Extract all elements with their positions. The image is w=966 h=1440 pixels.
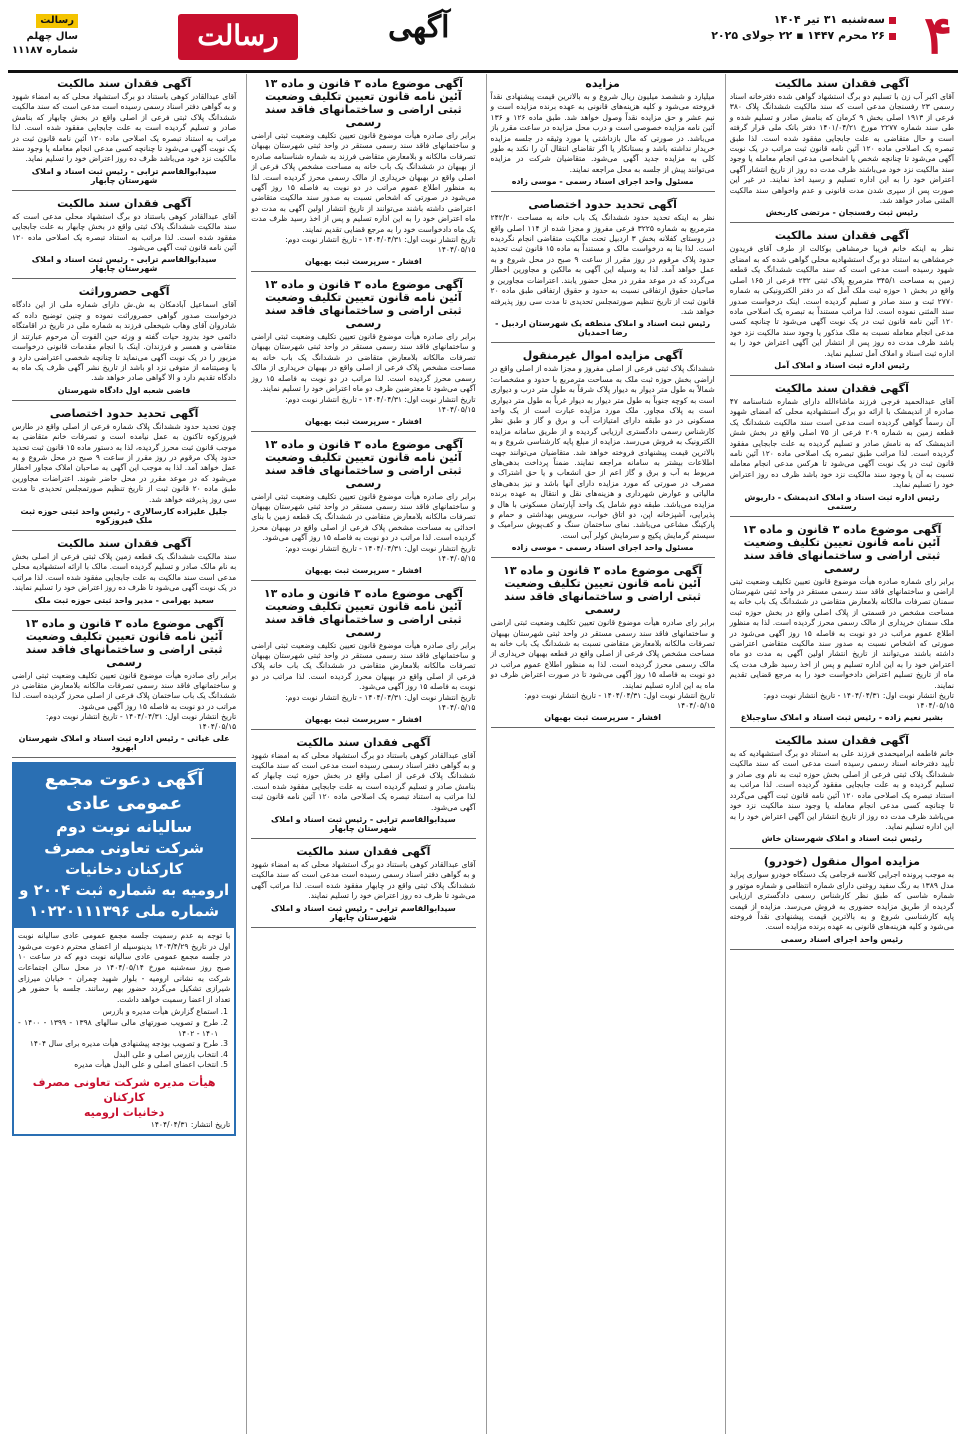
legal-notice [251,842,475,928]
legal-notice [12,614,236,759]
issue-stamp: رسالت [36,14,78,28]
legal-notice [12,282,236,400]
column-1 [725,74,958,1434]
column-4-notices [12,74,236,758]
notice-signature: رئیس واحد اجرای اسناد رسمی [780,934,903,944]
invitation-signature-line-2: دخانیات ارومیه [84,1105,165,1119]
notice-signature: افشار - سرپرست ثبت بهبهان [304,416,422,426]
notice-title: آگهی فقدان سند مالکیت [296,735,431,749]
notice-title: آگهی فقدان سند مالکیت [296,845,431,858]
issue-number: شماره ۱۱۱۸۷ [12,45,78,56]
masthead [8,6,958,73]
notice-title: آگهی فقدان سند مالکیت [774,229,909,243]
notice-body: آقای عبدالقادر کوهی باستناد دو برگ استشهاد محلی که به امضاء شهود و به گواهی دفتر اسناد رسمی رسیده است مدعی است که سند مالکیت ششدانگ پلاک فرعی از اصلی واقع در بخش حوزه ثبت چابهار که بنامش صادر و تسلیم گردیده است به علت جابجایی مفقود شده است. لذا مراتب به استناد تبصره یک اصلاحی ماده ۱۲۰ آئین نامه قانون ثبت آگهی می‌شود. [251,750,476,812]
legal-notice [491,346,715,558]
invitation-header [14,764,234,928]
invitation-date: تاریخ انتشار: ۱۴۰۴/۰۴/۳۱ [150,1119,231,1129]
section-title: آگهی [388,10,450,45]
notice-body: نظر به اینکه خانم فریبا خرمشاهی بوکالت از طرف آقای فریدون خرمشاهی به استناد دو برگ استشهادیه محلی گواهی شده که به امضای شهود رسیده است مدعی است که سند مالکیت ششدانگ یک قطعه زمین به مساحت ۳۴۵/۱ مترمربع پلاک ثبتی ۲۳۲ فرعی از ۱۶۵ اصلی واقع در بخش ۱ حوزه ثبت ملک آمل که در دفتر الکترونیکی به شماره ۲۷۷۰ ثبت و سند صادر و تسلیم گردیده است. اینک درخواست صدور سند المثنی نموده است. لذا مراتب مستنداً به تبصره یک اصلاحی ماده ۱۲۰ آئین نامه قانون ثبت در یک نوبت آگهی می‌شود تا چنانچه کسی مدعی انجام معامله نسبت به ملک مذکور یا وجود سند مالکیت نزد خود باشد ظرف مدت ده روز پس از انتشار این آگهی اعتراض خود را به اداره ثبت اسناد و املاک آمل تسلیم نماید. [729,244,955,358]
notice-body: به موجب پرونده اجرایی کلاسه فرجامی یک دستگاه خودرو سواری پراید مدل ۱۳۸۹ به رنگ سفید روغنی دارای شماره انتظامی و شماره موتور و شماره شاسی که طبق نظر کارشناس رسمی دادگستری ارزیابی گردیده از طریق مزایده حضوری به فروش می‌رسد. مزایده از قیمت پایه کارشناسی شروع و به بالاترین قیمت پیشنهادی نقداً فروخته می‌شود و کلیه هزینه‌های قانونی به عهده برنده مزایده است. [729,870,954,932]
notice-body: برابر رای صادره هیأت موضوع قانون تعیین تکلیف وضعیت ثبتی اراضی و ساختمانهای فاقد سند رسمی مستقر در واحد ثبتی شهرستان بهبهان تصرفات مالکانه بلامعارض متقاضی در ششدانگ یک قطعه زمین با بنای احداثی به مساحت مشخص پلاک فرعی از اصلی واقع در بهبهان محرز گردیده است. لذا مراتب در دو نوبت به فاصله ۱۵ روز آگهی می‌شود. [251,491,476,543]
notice-signature: افشار - سرپرست ثبت بهبهان [544,713,661,723]
invitation-intro: با توجه به عدم رسمیت جلسه مجمع عمومی عادی سالیانه نوبت اول در تاریخ ۱۴۰۴/۴/۲۹ بدینوسیله از اعضای محترم دعوت می‌شود در جلسه مجمع عمومی عادی سالیانه نوبت دوم که در ساعت ۱۰ صبح روز سه‌شنبه مورخ ۱۴۰۴/۰۵/۱۴ در محل سالن اجتماعات شرکت به نشانی ارومیه - بلوار شهید چمران - خیابان میرزای شیرازی تشکیل می‌گردد حضور بهم رسانند. جلسه با حضور هر تعداد از اعضا رسمیت خواهد داشت. [18,931,231,1004]
legal-notice [251,275,475,431]
legal-notice [730,226,954,375]
notice-body: خانم فاطمه ابرامیحمدی فرزند علی به استناد دو برگ استشهادیه که به تأیید دفترخانه اسناد رسمی رسیده است مدعی است که سند مالکیت ششدانگ پلاک ثبتی فرعی از اصلی بخش حوزه ثبت به نام وی صادر و تسلیم گردیده و به علت جابجایی مفقود گردیده است. لذا مراتب به استناد تبصره یک اصلاحی ماده ۱۲۰ آئین نامه قانون ثبت آگهی می‌گردد تا چنانچه کسی مدعی انجام معامله یا وجود سند مالکیت نزد خود می‌باشد ظرف مدت ده روز از تاریخ انتشار این آگهی اعتراض خود را به این اداره تسلیم نماید. [729,749,954,831]
notice-title: آگهی موضوع ماده ۳ قانون و ماده ۱۳ آئین نامه قانون تعیین تکلیف وضعیت ثبتی اراضی و ساختمانهای فاقد سند رسمی [263,586,463,639]
legal-notice [12,74,236,191]
invitation-title: آگهی دعوت مجمع عمومی عادی [44,769,204,815]
notice-publication-dates: تاریخ انتشار نوبت اول: ۱۴۰۴/۰۴/۳۱ - تاریخ انتشار نوبت دوم: ۱۴۰۴/۰۵/۱۵ [45,712,237,732]
notice-signature: افشار - سرپرست ثبت بهبهان [304,714,422,724]
notice-signature: سیدابوالقاسم ترابی - رئیس ثبت اسناد و املاک شهرستان چابهار [31,166,217,185]
notice-publication-dates: تاریخ انتشار نوبت اول: ۱۴۰۴/۰۴/۳۱ - تاریخ انتشار نوبت دوم: ۱۴۰۴/۰۵/۱۵ [285,394,476,414]
legal-notice [730,379,954,517]
agenda-item: 5. انتخاب اعضای اصلی و علی البدل هیأت مدیره [18,1060,218,1071]
legal-notice [491,195,715,343]
column-4 [8,74,240,1434]
notice-signature: مسئول واحد اجرای اسناد رسمی - موسی زاده [511,177,694,187]
invitation-company: شرکت تعاونی مصرف کارکنان دخانیات [44,839,205,879]
legal-notice [251,74,475,272]
legal-notice [12,534,236,611]
notice-signature: رئیس ثبت اسناد و املاک شهرستان خاش [761,834,923,844]
column-3 [246,74,479,1434]
notice-signature: سیدابوالقاسم ترابی - رئیس ثبت اسناد و املاک شهرستان چابهار [271,903,456,922]
notice-body: برابر رای صادره هیأت موضوع قانون تعیین تکلیف وضعیت ثبتی اراضی و ساختمانهای فاقد سند رسمی مستقر در واحد ثبتی شهرستان بهبهان تصرفات مالکانه بلامعارض متقاضی در ششدانگ یک باب خانه به مساحت مشخص پلاک فرعی از اصلی واقع در بهبهان خریداری از مالک رسمی محرز گردیده است. لذا مراتب در دو نوبت به فاصله ۱۵ روز آگهی می‌شود تا معترضین ظرف دو ماه اعتراض خود را تسلیم نمایند. [251,332,476,394]
notice-signature: افشار - سرپرست ثبت بهبهان [304,565,422,575]
notice-body: آقای اسماعیل آبادمکان به ش.ش دارای شماره ملی از این دادگاه درخواست صدور گواهی حصروراثت نموده و چنین توضیح داده که شادروان آقای وهاب شیخعلی فرزند به شماره ملی در تاریخ در اقامتگاه دائمی خود بدرود حیات گفته و ورثه حین الفوت آن مرحوم عبارتند از متقاضی و همسر و فرزندان. اینک با انجام مقدمات قانونی درخواست مزبور را در یک نوبت آگهی می‌نماید تا چنانچه شخصی اعتراضی دارد و یا وصیتنامه از متوفی نزد او باشد از تاریخ نشر آگهی ظرف یک ماه به دادگاه تقدیم دارد و الا گواهی صادر خواهد شد. [12,300,237,383]
notice-title: آگهی فقدان سند مالکیت [774,77,909,90]
notice-signature: سیدابوالقاسم ترابی - رئیس ثبت اسناد و املاک شهرستان چابهار [271,815,456,833]
bullet-icon [889,17,896,24]
notice-signature: رئیس ثبت اسناد و املاک منطقه یک شهرستان اردبیل - رضا احمدیان [495,319,711,338]
notice-title: آگهی تحدید حدود اختصاصی [528,198,677,212]
notice-signature: بشیر نعیم زاده - رئیس ثبت اسناد و املاک ساوجبلاغ [740,713,943,723]
legal-notice [12,404,236,531]
notice-title: آگهی موضوع ماده ۳ قانون و ماده ۱۳ آئین نامه قانون تعیین تکلیف وضعیت ثبتی اراضی و ساختمانهای فاقد سند رسمی [503,564,703,617]
invitation-agenda [18,1007,218,1071]
column-2 [486,74,719,1434]
notice-body: سند مالکیت ششدانگ یک قطعه زمین پلاک ثبتی فرعی از اصلی بخش به نام مالک صادر و تسلیم گردیده است. مالک با ارائه استشهادیه محلی مدعی است سند مالکیت به علت جابجایی مفقود شده است. لذا مراتب در یک نوبت آگهی می‌شود تا ظرف ده روز اعتراض خود را تسلیم نمایند. [12,551,237,593]
notice-signature: سیدابوالقاسم ترابی - رئیس ثبت اسناد و املاک شهرستان چابهار [31,255,217,274]
legal-notice [251,733,475,839]
notice-publication-dates: تاریخ انتشار نوبت اول: ۱۴۰۴/۰۴/۳۱ - تاریخ انتشار نوبت دوم: ۱۴۰۴/۰۵/۱۵ [285,543,476,563]
notice-title: آگهی تحدید حدود اختصاصی [49,406,199,420]
legal-notice [730,731,954,849]
newspaper-logo: رسالت [178,14,298,60]
legal-notice [12,194,236,280]
notice-body: آقای اکبر آب زن با تسلیم دو برگ استشهاد گواهی شده دفترخانه اسناد رسمی ۲۳ رفسنجان مدعی است که سند مالکیت ششدانگ پلاک ۳۸۰ فرعی از ۱۹۱۳ اصلی بخش ۹ کرمان که بنامش صادر و تسلیم شده و طی سند شماره ۲۲۷۷ مورخ ۱۴۰۱/۰۴/۲۱ دفتر بانک ملی قرار گرفته است و حال متقاضی به علت جابجایی مفقود شده است. لذا طبق تبصره یک اصلاحی ماده ۱۲۰ آئین نامه قانون ثبت مراتب در یک نوبت آگهی می‌شود تا چنانچه شخص یا اشخاصی مدعی انجام معامله یا وجود سند مالکیت نزد خود می‌باشند ظرف مدت ده روز از تاریخ انتشار آگهی اعتراض خود را به این اداره تسلیم و رسید اخذ نمایند. در غیر این صورت پس از سپری شدن مدت قانونی و عدم واخواهی سند مالکیت المثنی صادر خواهد شد. [729,92,955,206]
legal-notice [730,520,954,728]
issue-dates [711,12,896,44]
notice-title: آگهی حصروراثت [78,285,170,299]
notice-signature: افشار - سرپرست ثبت بهبهان [304,257,422,267]
notice-signature: علی غیاثی - رئیس اداره ثبت اسناد و املاک شهرستان ابهرود [18,734,230,753]
notice-title: مزایده اموال منقول (خودرو) [763,855,920,869]
notice-title: آگهی موضوع ماده ۳ قانون و ماده ۱۳ آئین نامه قانون تعیین تکلیف وضعیت ثبتی اراضی و ساختمانهای فاقد سند رسمی [24,616,224,669]
legal-notice [730,74,954,223]
notice-body: آقای عبدالقادر کوهی باستناد دو برگ استشهاد محلی مدعی است که سند مالکیت ششدانگ پلاک ثبتی واقع در بخش چابهار به علت جابجایی مفقود شده است. لذا مراتب به استناد تبصره یک اصلاحی ماده ۱۲۰ آئین نامه قانون ثبت آگهی می‌شود. [12,211,237,253]
bullet-icon [889,33,896,40]
notice-title: آگهی موضوع ماده ۳ قانون و ماده ۱۳ آئین نامه قانون تعیین تکلیف وضعیت ثبتی اراضی و ساختمانهای فاقد سند رسمی [263,77,463,129]
notice-publication-dates: تاریخ انتشار نوبت اول: ۱۴۰۴/۰۴/۳۱ - تاریخ انتشار نوبت دوم: ۱۴۰۴/۰۵/۱۵ [285,692,476,712]
notice-body: نظر به اینکه تحدید حدود ششدانگ یک باب خانه به مساحت ۲۴۲/۲۰ مترمربع به شماره ۳۲۲۵ فرعی مفروز و مجزا شده از ۱۱۴ اصلی واقع در روستای کفلانه بخش ۳ اردبیل تحت مالکیت متقاضی انجام نگردیده است. لذا بنا به درخواست مالک و مستنداً به ماده ۱۵ قانون ثبت تحدید حدود پلاک مرقوم در روز مقرر از ساعت ۹ صبح در محل شروع و به عمل خواهد آمد. لذا به وسیله این آگهی به مالکین و مجاورین اخطار می‌گردد که در موعد مقرر در محل حضور یابند. اعتراضات مجاورین و صاحبان حقوق ارتفاقی نسبت به حدود و حقوق ارتفاقی طبق ماده ۲۰ قانون ثبت از تاریخ تنظیم صورتمجلس تحدیدی تا مدت سی روز پذیرفته خواهد شد. [490,213,715,316]
notice-title: آگهی مزایده اموال غیرمنقول [522,349,683,363]
notice-body: آقای عبدالقادر کوهی باستناد دو برگ استشهاد محلی که به امضاء شهود و به گواهی دفتر اسناد رسمی رسیده است مدعی است که سند مالکیت ششدانگ پلاک ثبتی فرعی از اصلی واقع در بخش چابهار که بنامش صادر و تسلیم گردیده است به علت جابجایی مفقود شده است. لذا مراتب به استناد تبصره یک اصلاحی ماده ۱۲۰ آئین نامه قانون ثبت در یک نوبت آگهی می‌شود تا چنانچه کسی مدعی انجام معامله یا وجود سند مالکیت نزد خود می‌باشد ظرف ده روز اعتراض خود را تسلیم نماید. [12,92,237,164]
notice-signature: قاضی شعبه اول دادگاه شهرستان [57,385,191,395]
notice-signature: رئیس اداره ثبت اسناد و املاک اندیمشک - داریوش رستمی [744,492,940,511]
notice-body: برابر رای صادره هیأت موضوع قانون تعیین تکلیف وضعیت ثبتی اراضی و ساختمانهای فاقد سند رسمی مستقر در واحد ثبتی شهرستان بهبهان تصرفات مالکانه بلامعارض متقاضی نسبت به ششدانگ یک باب خانه به مساحت مشخص پلاک فرعی از اصلی واقع در قطعه بهبهان خریداری از مالک رسمی محرز گردیده است. لذا به منظور اطلاع عموم مراتب در دو نوبت به فاصله ۱۵ روز آگهی می‌شود تا در صورت اعتراض ظرف دو ماه به این اداره تسلیم نمایند. [490,618,715,690]
agenda-item: 4. انتخاب بازرس اصلی و علی البدل [18,1050,218,1061]
notice-body: چون تحدید حدود ششدانگ پلاک شماره فرعی از اصلی واقع در طارس فیروزکوه تاکنون به عمل نیامده است و تصرفات خانم متقاضی به موجب قانون ثبت محرز گردیده، لذا به دستور ماده ۱۵ قانون ثبت تحدید حدود پلاک مرقوم در روز مقرر از ساعت ۹ صبح در محل شروع و به عمل خواهد آمد. لذا به موجب این آگهی به صاحبان املاک مجاور اخطار می‌شود که در موعد مقرر در محل حاضر شوند. اعتراضات مجاورین طبق ماده ۲۰ قانون ثبت از تاریخ تنظیم صورتمجلس تحدیدی تا مدت سی روز پذیرفته خواهد شد. [12,421,237,504]
notice-signature: سعید بهرامی - مدیر واحد ثبتی حوزه ثبت ملک [34,595,214,605]
agenda-item: 1. استماع گزارش هیأت مدیره و بازرس [18,1007,218,1018]
legal-notice [730,852,954,949]
notice-title: آگهی موضوع ماده ۳ قانون و ماده ۱۳ آئین نامه قانون تعیین تکلیف وضعیت ثبتی اراضی و ساختمانهای فاقد سند رسمی [263,437,463,490]
date-persian: سه‌شنبه ۳۱ تیر ۱۴۰۴ [773,13,885,26]
legal-notice [251,584,475,730]
legal-notice [491,74,715,192]
issue-year: سال چهلم [26,31,78,42]
notice-signature: جلیل علیزاده کارسالاری - رئیس واحد ثبتی حوزه ثبت ملک فیروزکوه [20,506,228,525]
notice-title: آگهی فقدان سند مالکیت [774,734,909,748]
legal-notice [251,435,475,581]
notice-publication-dates: تاریخ انتشار نوبت اول: ۱۴۰۴/۰۴/۳۱ - تاریخ انتشار نوبت دوم: ۱۴۰۴/۰۵/۱۵ [285,235,476,255]
notice-body: برابر رای شماره صادره هیأت موضوع قانون تعیین تکلیف وضعیت ثبتی اراضی و ساختمانهای فاقد سند رسمی مستقر در واحد ثبتی شهرستان سمنان تصرفات مالکانه بلامعارض متقاضی در ششدانگ یک باب خانه به مساحت مشخص در قسمتی از پلاک اصلی واقع در بخش حوزه ثبت ملک سمنان خریداری از مالک رسمی محرز گردیده است. لذا به منظور اطلاع عموم مراتب در دو نوبت به فاصله ۱۵ روز آگهی می‌شود در صورتی که اشخاص نسبت به صدور سند مالکیت متقاضی اعتراضی داشته باشند می‌توانند از تاریخ انتشار اولین آگهی به مدت دو ماه اعتراض خود را به این اداره تسلیم و پس از اخذ رسید ظرف مدت یک ماه از تاریخ تسلیم اعتراض دادخواست خود را به مرجع قضایی تقدیم نمایند. [729,576,954,690]
notice-title: آگهی فقدان سند مالکیت [774,381,909,395]
notice-signature: رئیس ثبت رفسنجان - مرتضی کاربخش [765,208,918,218]
notice-title: آگهی فقدان سند مالکیت [57,77,192,90]
notice-signature: مسئول واحد اجرای اسناد رسمی - موسی زاده [511,543,694,553]
agenda-item: 2. طرح و تصویب صورتهای مالی سالهای ۱۳۹۸ - ۱۳۹۹ - ۱۴۰۰ - ۱۴۰۱ - ۱۴۰۲ [18,1018,218,1039]
notice-title: مزایده [585,77,620,90]
notice-title: آگهی موضوع ماده ۳ قانون و ماده ۱۳ آئین نامه قانون تعیین تکلیف وضعیت ثبتی اراضی و ساختمانهای فاقد سند رسمی [742,522,942,575]
notice-body: میلیارد و ششصد میلیون ریال شروع و به بالاترین قیمت پیشنهادی نقداً فروخته می‌شود و کلیه هزینه‌های قانونی به عهده برنده مزایده است و نیم عشر و حق مزایده نقداً وصول خواهد شد. طبق ماده ۱۲۶ و ۱۳۶ آئین نامه مزایده خصوصی است و درب محل مزایده در ساعت مقرر باز می‌باشد. در صورتی که مال بازداشتی یا مورد وثیقه در جلسه مزایده خریدار نداشته باشد و بستانکار یا اگر تقاضای انتقال آن را نکند به طور کلی به مزایده جدید آگهی می‌شود. متقاضیان شرکت در مزایده می‌توانند پیش از جلسه به محل مراجعه نمایند. [490,92,715,174]
notice-body: برابر رای صادره هیأت موضوع قانون تعیین تکلیف وضعیت ثبتی اراضی و ساختمانهای فاقد سند رسمی مستقر در واحد ثبتی شهرستان بهبهان تصرفات مالکانه و بلامعارض متقاضی فرزند به شماره شناسنامه صادره از بهبهان در ششدانگ یک باب خانه به مساحت مشخص پلاک فرعی از اصلی واقع در بهبهان خریداری از مالک رسمی محرز گردیده است. لذا به منظور اطلاع عموم مراتب در دو نوبت به فاصله ۱۵ روز آگهی می‌شود در صورتی که اشخاص نسبت به صدور سند مالکیت متقاضی اعتراضی داشته باشند می‌توانند از تاریخ انتشار اولین آگهی به مدت دو ماه اعتراض خود را به این اداره تسلیم و پس از اخذ رسید ظرف مدت یک ماه دادخواست خود را به مرجع قضایی تقدیم نمایند. [251,131,476,234]
notice-publication-dates: تاریخ انتشار نوبت اول: ۱۴۰۴/۰۴/۳۱ - تاریخ انتشار نوبت دوم: ۱۴۰۴/۰۵/۱۵ [524,691,715,711]
notice-body: برابر رای صادره هیأت موضوع قانون تعیین تکلیف وضعیت ثبتی اراضی و ساختمانهای فاقد سند رسمی مستقر در واحد ثبتی شهرستان بهبهان تصرفات مالکانه بلامعارض متقاضی در ششدانگ یک باب خانه پلاک فرعی از اصلی واقع در بهبهان محرز گردیده است. لذا مراتب در دو نوبت به فاصله ۱۵ روز آگهی می‌شود. [251,640,476,692]
page-number: ۴ [924,5,952,66]
notice-body: آقای عبدالقادر کوهی باستناد دو برگ استشهاد محلی که به امضاء شهود و به گواهی دفتر اسناد رسمی رسیده است مدعی است که سند مالکیت ششدانگ پلاک ثبتی واقع در چابهار مفقود شده است. لذا مراتب آگهی می‌شود تا ظرف ده روز اعتراض خود را تسلیم نمایند. [251,860,476,901]
notice-title: آگهی فقدان سند مالکیت [57,196,192,210]
agenda-item: 3. طرح و تصویب بودجه پیشنهادی هیأت مدیره برای سال ۱۴۰۴ [18,1039,218,1050]
issue-info [12,14,78,58]
notice-body: ششدانگ پلاک ثبتی فرعی از اصلی مفروز و مجزا شده از اصلی واقع در اراضی بخش حوزه ثبت ملک به مساحت مترمربع با حدود و مشخصات: شمالاً به طول متر دیوار به دیوار پلاک شرقاً به طول متر درب و دیواری است به کوچه جنوباً به طول متر دیوار به دیوار غرباً به طول متر دیواری است به پلاک مجاور. ملک مورد مزایده عبارت است از یک واحد مسکونی در دو طبقه دارای امتیازات آب و برق و گاز و طبق نظر کارشناس رسمی دادگستری ارزیابی گردیده و از طریق سامانه مزایده الکترونیک به فروش می‌رسد. مزایده از مبلغ پایه کارشناسی شروع و به بالاترین قیمت پیشنهادی فروخته خواهد شد. متقاضیان می‌توانند جهت اطلاعات بیشتر به سامانه مراجعه نمایند. ضمناً پرداخت بدهی‌های مربوط به آب و برق و گاز اعم از حق انشعاب و یا حق اشتراک و مصرف در صورتی که مورد مزایده دارای آنها باشد و نیز بدهی‌های مالیاتی و عوارض شهرداری و هزینه‌های نقل و انتقال به عهده برنده مزایده می‌باشد. طبقه دوم شامل یک واحد آپارتمان مسکونی با هال و پذیرایی، آشپزخانه اپن، دو اتاق خواب، سرویس بهداشتی و حمام و پارکینگ مشاعی می‌باشد. نمای ساختمان سنگ و کف‌پوش سرامیک و سیستم گرمایش پکیج و سرمایش کولر آبی است. [490,364,715,540]
invitation-box [12,762,236,1135]
columns [8,74,958,1434]
invitation-signature [18,1075,230,1120]
invitation-signature-line-1: هیأت مدیره شرکت تعاونی مصرف کارکنان [32,1075,216,1104]
invitation-registration: ارومیه به شماره ثبت ۲۰۰۴ و شماره ملی ۱۰۲۲۰۱۱۱۳۹۶ [19,881,230,921]
notice-signature: رئیس اداره ثبت اسناد و املاک آمل [774,360,910,370]
invitation-body [14,928,234,1133]
notice-title: آگهی موضوع ماده ۳ قانون و ماده ۱۳ آئین نامه قانون تعیین تکلیف وضعیت ثبتی اراضی و ساختمانهای فاقد سند رسمی [263,278,463,331]
date-hijri-gregorian: ۲۶ محرم ۱۴۴۷ ▪ ۲۲ جولای ۲۰۲۵ [711,29,885,42]
notice-title: آگهی فقدان سند مالکیت [57,536,192,550]
legal-notice [491,561,715,728]
notice-body: آقای عبدالحمید فرجی فرزند ماشاءالله دارای شماره شناسنامه ۴۷ صادره از اندیمشک با ارائه دو برگ استشهادیه محلی که امضای شهود آن رسماً گواهی گردیده است مدعی است سند مالکیت ششدانگ یک قطعه زمین به شماره ۲۰۹ فرعی از ۷۵ اصلی واقع در بخش شش اندیمشک که به نامش صادر و تسلیم گردیده به علت جابجایی مفقود گردیده است. لذا مراتب طبق تبصره یک اصلاحی ماده ۱۲۰ آئین نامه قانون ثبت در یک نوبت آگهی می‌شود تا هرکس مدعی انجام معامله نسبت به آن یا وجود سند مالکیت نزد خود باشد ظرف ده روز اعتراض خود را تسلیم نماید. [729,396,954,490]
invitation-subtitle: سالیانه نوبت دوم [56,817,193,837]
notice-publication-dates: تاریخ انتشار نوبت اول: ۱۴۰۴/۰۴/۳۱ - تاریخ انتشار نوبت دوم: ۱۴۰۴/۰۵/۱۵ [763,691,954,711]
notice-body: برابر رای صادره هیأت موضوع قانون تعیین تکلیف وضعیت ثبتی اراضی و ساختمانهای فاقد سند رسمی تصرفات مالکانه بلامعارض متقاضی در ششدانگ یک باب ساختمان پلاک فرعی از اصلی محرز گردیده است. لذا مراتب در دو نوبت به فاصله ۱۵ روز آگهی می‌شود. [12,670,237,711]
